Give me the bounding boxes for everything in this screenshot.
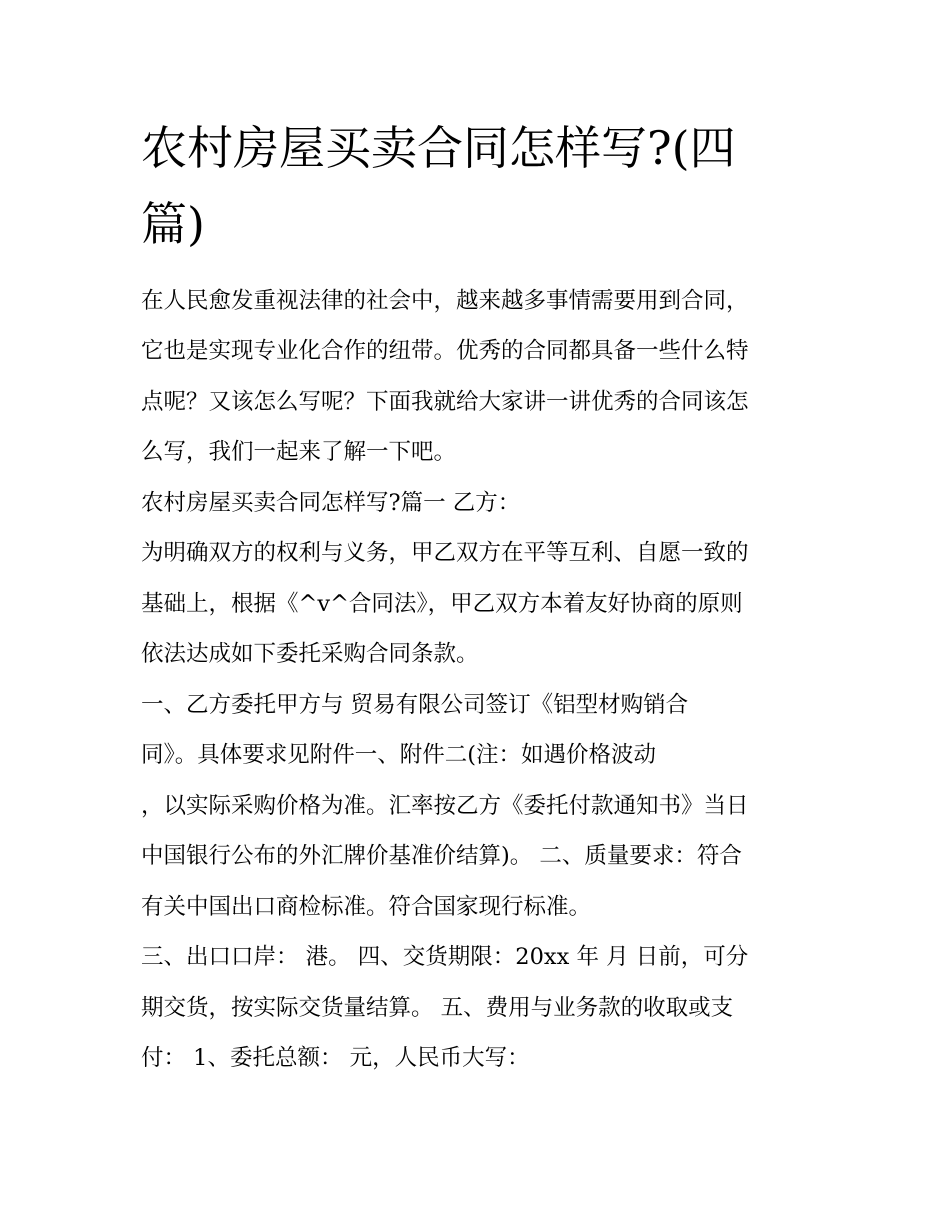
clause-line-5: 有关中国出口商检标准。符合国家现行标准。 (141, 894, 592, 920)
document-title (141, 110, 821, 262)
intro-line-2: 它也是实现专业化合作的纽带。优秀的合同都具备一些什么特 (141, 338, 749, 364)
paragraph-line-2: 基础上，根据《^v^合同法》，甲乙双方本着友好协商的原则 (141, 591, 743, 617)
clause-line-3: ，以实际采购价格为准。汇率按乙方《委托付款通知书》当日 (141, 793, 749, 819)
clause-line-6: 三、出口口岸： 港。 四、交货期限：20xx 年 月 日前，可分 (141, 944, 749, 970)
clause-line-4: 中国银行公布的外汇牌价基准价结算)。 二、质量要求：符合 (141, 843, 742, 869)
clause-line-7: 期交货，按实际交货量结算。 五、费用与业务款的收取或支 (141, 995, 734, 1021)
clause-line-8: 付： 1、委托总额： 元，人民币大写： (141, 1045, 530, 1071)
title-line-1: 农村房屋买卖合同怎样写?(四 (141, 121, 736, 175)
clause-line-2: 同》。具体要求见附件一、附件二(注：如遇价格波动 (141, 742, 657, 768)
title-line-2: 篇) (141, 197, 205, 251)
clause-line-1: 一、乙方委托甲方与 贸易有限公司签订《铝型材购销合 (141, 692, 689, 718)
paragraph-line-3: 依法达成如下委托采购合同条款。 (141, 641, 479, 667)
section-heading: 农村房屋买卖合同怎样写?篇一 乙方： (141, 490, 521, 516)
intro-line-3: 点呢？又该怎么写呢？下面我就给大家讲一讲优秀的合同该怎 (141, 389, 749, 415)
intro-line-1: 在人民愈发重视法律的社会中，越来越多事情需要用到合同， (141, 288, 749, 314)
intro-line-4: 么写，我们一起来了解一下吧。 (141, 439, 457, 465)
paragraph-line-1: 为明确双方的权利与义务，甲乙双方在平等互利、自愿一致的 (141, 540, 749, 566)
